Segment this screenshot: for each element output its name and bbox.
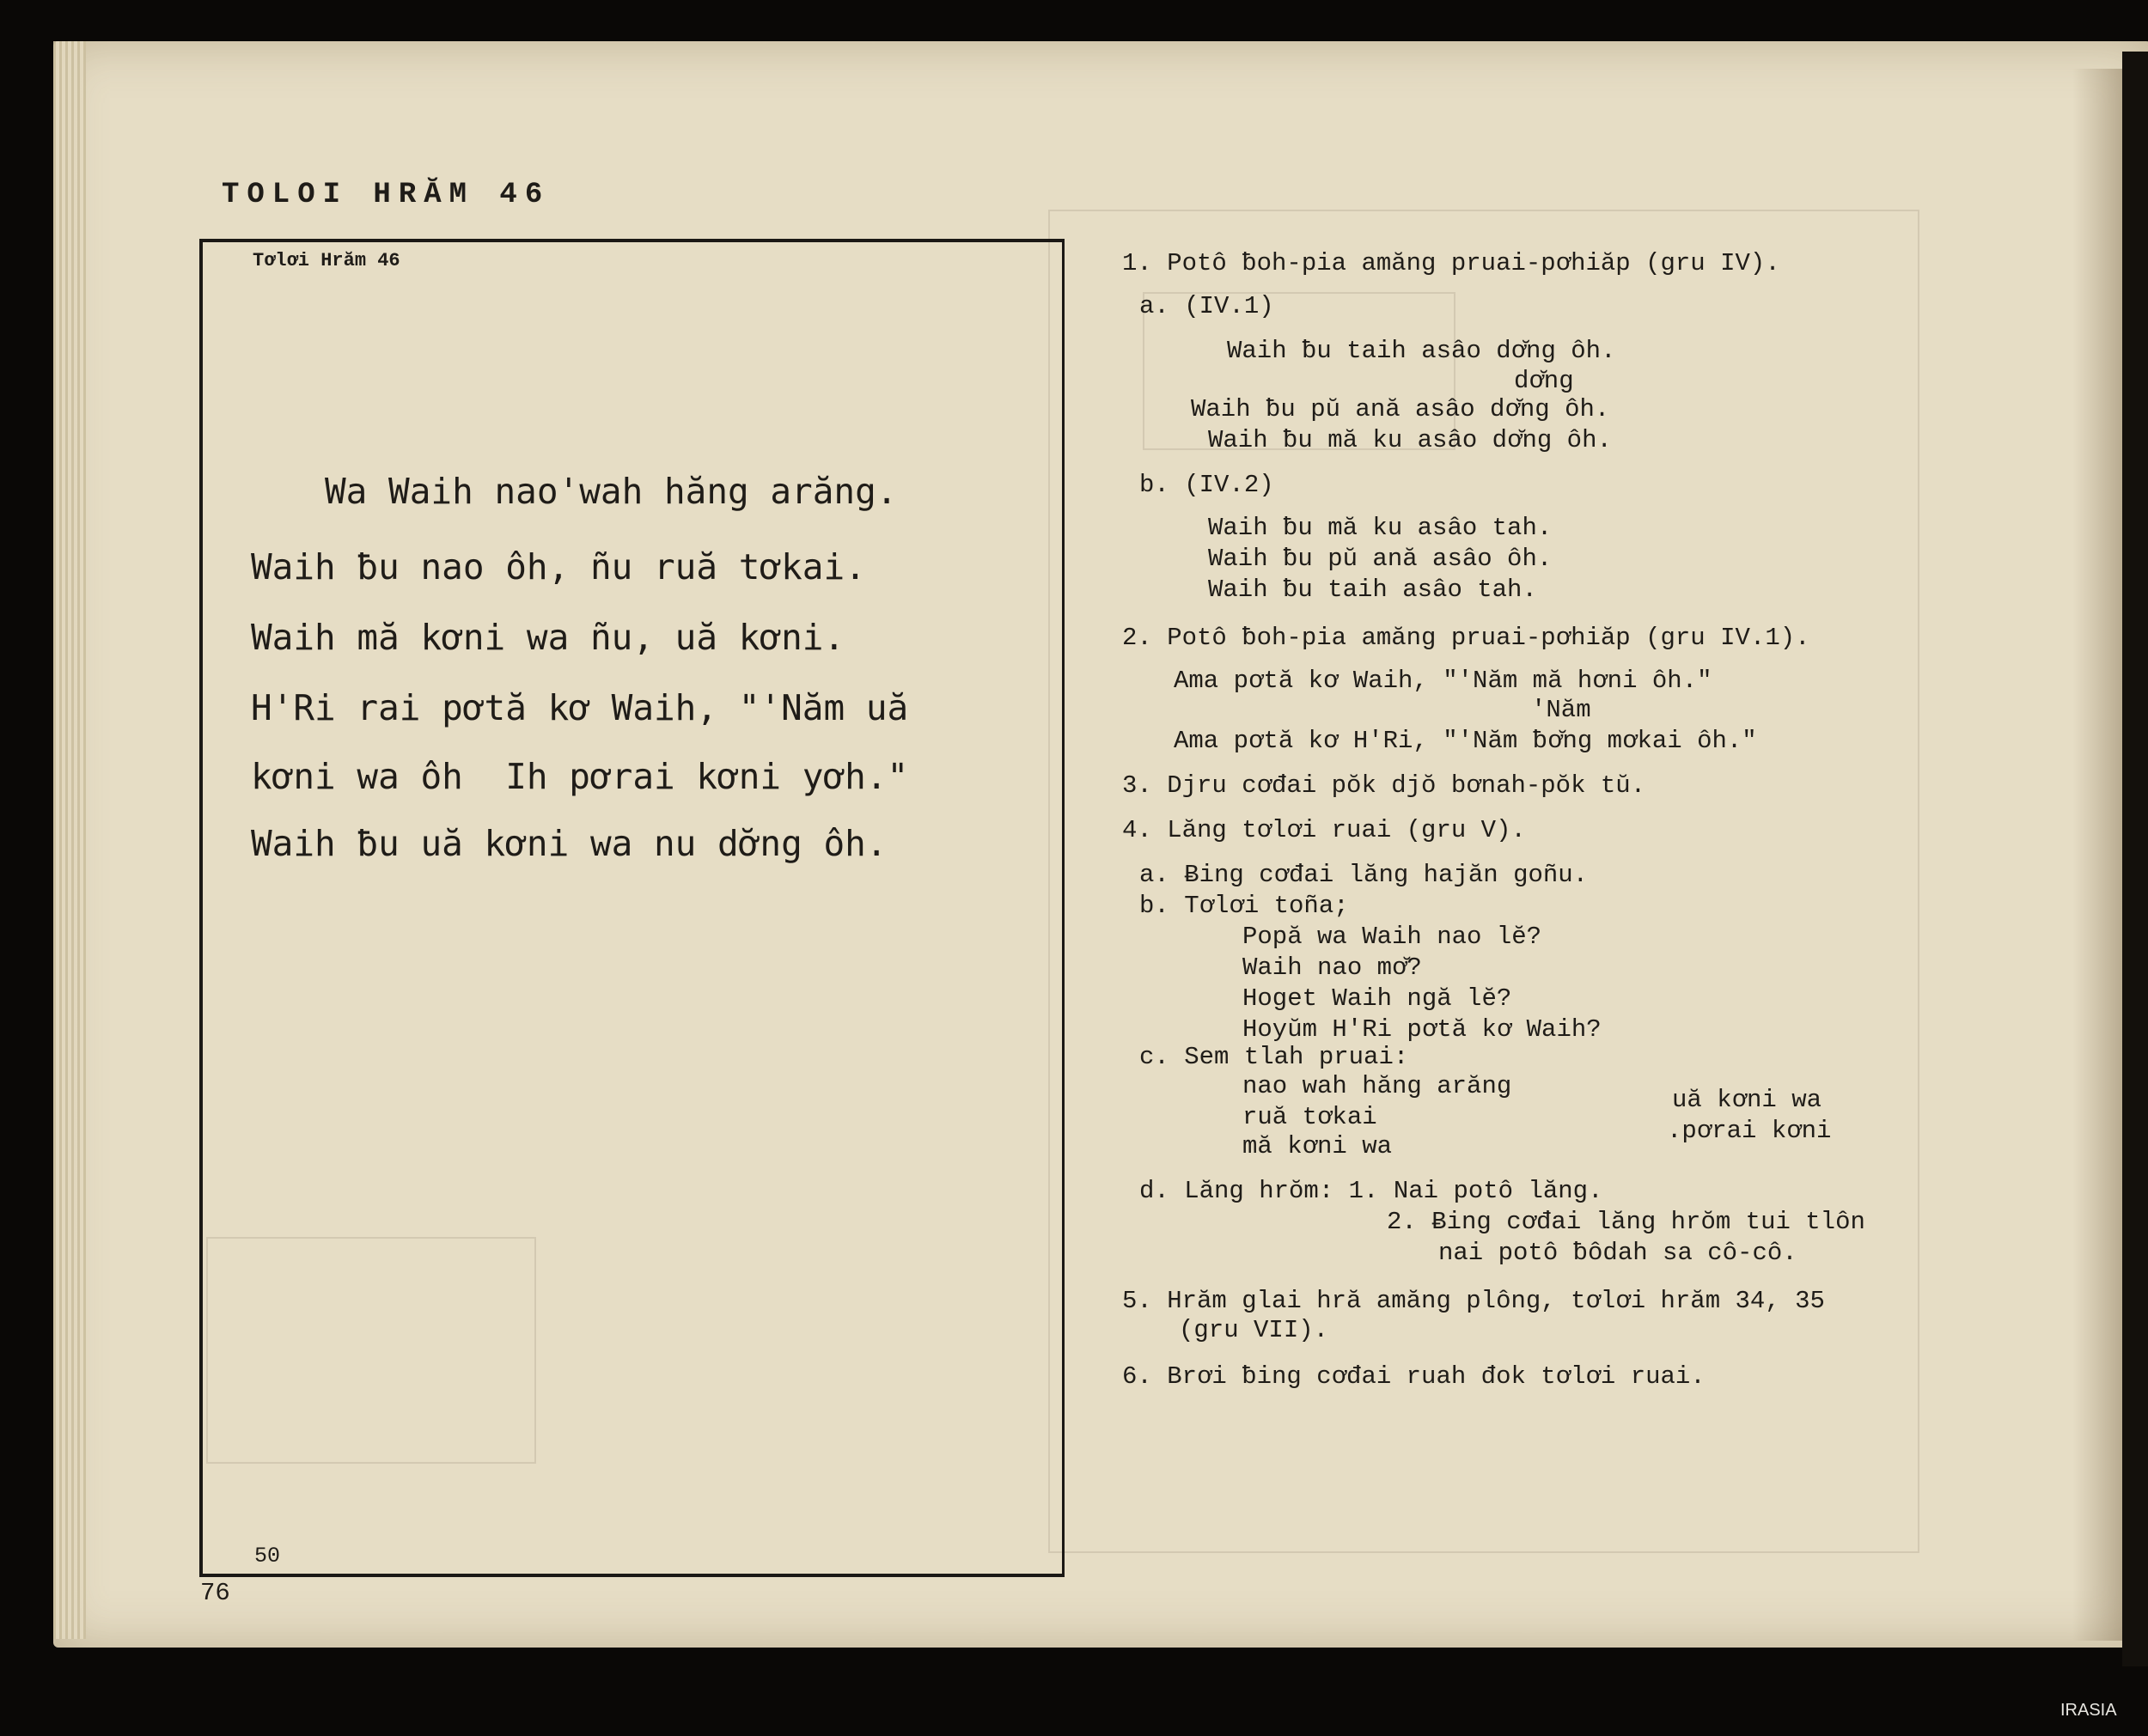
example-line: Ama pơtă kơ Waih, "'Năm mă hơni ôh." xyxy=(1174,667,1712,695)
reading-line: H'Ri rai pơtă kơ Waih, "'Năm uă xyxy=(251,687,909,728)
question-line: Popă wa Waih nao lĕ? xyxy=(1242,923,1542,951)
reading-line: kơni wa ôh Ih pơrai kơni yơh." xyxy=(251,756,909,797)
instruction-line: a. (IV.1) xyxy=(1139,292,1274,320)
reading-line: Wa Waih nao'wah hăng arăng. xyxy=(325,471,898,512)
phrase-line: .pơrai kơni xyxy=(1667,1117,1832,1145)
instruction-line: c. Sem tlah pruai: xyxy=(1139,1043,1409,1071)
example-line: 'Năm xyxy=(1531,696,1591,724)
question-line: Hoyŭm H'Ri pơtă kơ Waih? xyxy=(1242,1015,1602,1044)
instruction-line: 4. Lăng tơlơi ruai (gru V). xyxy=(1122,816,1526,844)
example-line: Waih ƀu pŭ ană asâo ôh. xyxy=(1208,545,1553,573)
reading-line: Waih mă kơni wa ñu, uă kơni. xyxy=(251,617,845,658)
question-line: Hoget Waih ngă lĕ? xyxy=(1242,984,1512,1013)
page-number: 76 xyxy=(200,1579,230,1607)
example-line: dơ̆ng xyxy=(1514,367,1574,395)
instruction-line: b. (IV.2) xyxy=(1139,471,1274,499)
example-line: Waih ƀu taih asâo dơ̆ng ôh. xyxy=(1227,337,1616,365)
reading-line: Waih ƀu nao ôh, ñu ruă tơkai. xyxy=(251,546,866,588)
example-line: Waih ƀu pŭ ană asâo dơ̆ng ôh. xyxy=(1191,395,1610,423)
book-spine-shadow xyxy=(2122,52,2148,1666)
instruction-line: (gru VII). xyxy=(1179,1316,1329,1344)
watermark: IRASIA xyxy=(2060,1701,2117,1720)
instruction-line: d. Lăng hrŏm: 1. Nai potô lăng. xyxy=(1139,1177,1603,1205)
phrase-line: uă kơni wa xyxy=(1672,1086,1822,1114)
phrase-line: nao wah hăng arăng xyxy=(1242,1072,1512,1100)
instruction-line: 3. Djru cơđai pŏk djŏ bơnah-pŏk tŭ. xyxy=(1122,771,1646,800)
instruction-line: a. Ƀing cơđai lăng hajăn goñu. xyxy=(1139,861,1589,889)
instruction-line: nai potô ƀôdah sa cô-cô. xyxy=(1438,1239,1797,1267)
phrase-line: ruă tơkai xyxy=(1242,1103,1377,1131)
lesson-heading: TOLOI HRĂM 46 xyxy=(222,179,551,211)
example-line: Waih ƀu mă ku asâo dơ̆ng ôh. xyxy=(1208,426,1612,454)
example-line: Waih ƀu mă ku asâo tah. xyxy=(1208,514,1553,542)
example-line: Ama pơtă kơ H'Ri, "'Năm ƀơ̆ng mơkai ôh." xyxy=(1174,727,1757,755)
lesson-frame xyxy=(199,239,1065,1577)
frame-page-number: 50 xyxy=(254,1544,281,1568)
phrase-line: mă kơni wa xyxy=(1242,1132,1393,1160)
instruction-line: 1. Potô ƀoh-pia amăng pruai-pơhiăp (gru IV). xyxy=(1122,249,1780,277)
instruction-line: 6. Brơi ƀing cơđai ruah đok tơlơi ruai. xyxy=(1122,1362,1706,1391)
example-line: Waih ƀu taih asâo tah. xyxy=(1208,576,1537,604)
instruction-line: b. Tơlơi toña; xyxy=(1139,892,1349,920)
instruction-line: 2. Ƀing cơđai lăng hrŏm tui tlôn xyxy=(1387,1208,1865,1236)
reading-line: Waih ƀu uă kơni wa nu dơ̆ng ôh. xyxy=(251,823,888,864)
page-edges xyxy=(53,41,86,1639)
instruction-line: 5. Hrăm glai hră amăng plông, tơlơi hrăm 34, 35 xyxy=(1122,1287,1825,1315)
question-line: Waih nao mơ̆? xyxy=(1242,953,1422,982)
frame-title: Tơlơi Hrăm 46 xyxy=(253,250,400,271)
instruction-line: 2. Potô ƀoh-pia amăng pruai-pơhiăp (gru IV.1). xyxy=(1122,624,1810,652)
